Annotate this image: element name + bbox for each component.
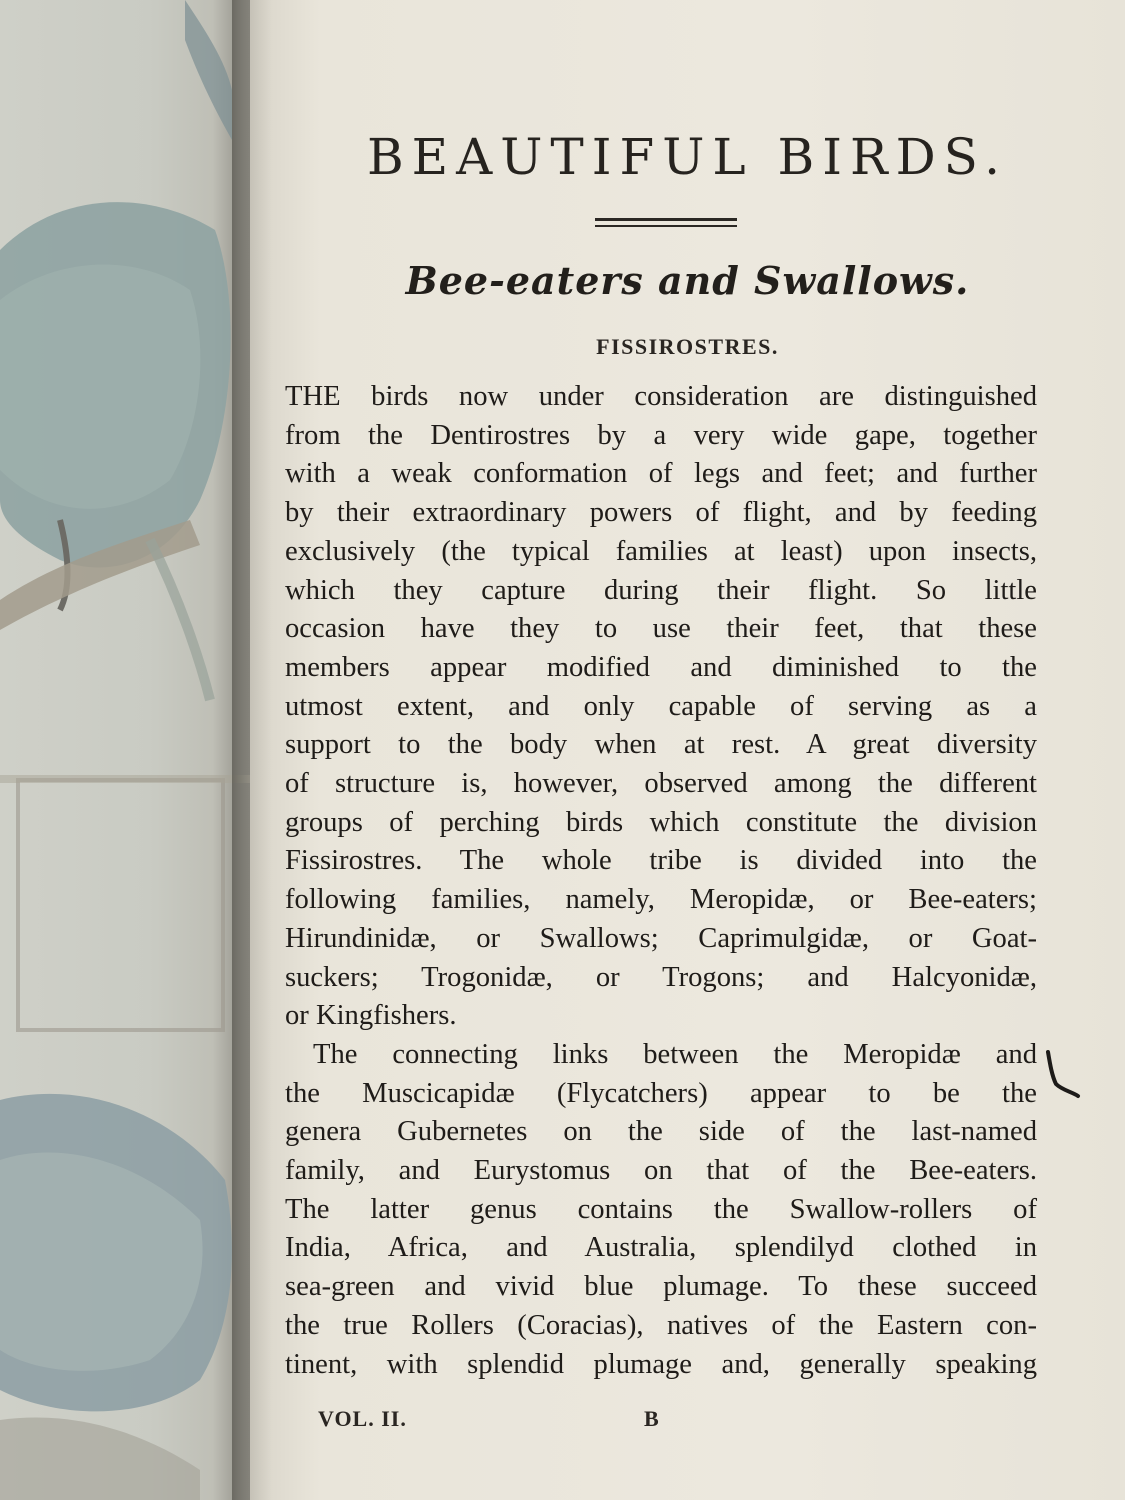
text-line: India, Africa, and Australia, splendilyd clothed in: [285, 1232, 1037, 1264]
text-line: Hirundinidæ, or Swallows; Caprimulgidæ, or Goat-: [285, 922, 1037, 954]
text-line: The connecting links between the Meropidæ and: [313, 1038, 1037, 1070]
text-line: with a weak conformation of legs and feet; and further: [285, 458, 1037, 490]
text-line: exclusively (the typical families at least) upon insects,: [285, 535, 1037, 567]
text-line: Fissirostres. The whole tribe is divided into the: [285, 845, 1037, 877]
paragraph-1: [285, 378, 1037, 1036]
text-line: groups of perching birds which constitute the division: [285, 806, 1037, 838]
bird-illustration-icon: [0, 0, 250, 1500]
paragraph-2: [285, 1036, 1037, 1384]
text-line: utmost extent, and only capable of serving as a: [285, 690, 1037, 722]
text-line: tinent, with splendid plumage and, generally speaking: [285, 1348, 1037, 1380]
text-line: THE birds now under consideration are distinguished: [285, 381, 1037, 412]
ornamental-rule: [595, 218, 737, 227]
text-line: which they capture during their flight. So little: [285, 574, 1037, 606]
facing-plate-illustration: [0, 0, 250, 1500]
text-line: family, and Eurystomus on that of the Bee-eaters.: [285, 1155, 1037, 1187]
signature-mark: B: [644, 1406, 660, 1431]
text-line: the Muscicapidæ (Flycatchers) appear to be the: [285, 1077, 1037, 1109]
text-line: by their extraordinary powers of flight, and by feeding: [285, 497, 1037, 529]
text-line: or Kingfishers.: [285, 1000, 457, 1032]
text-line: the true Rollers (Coracias), natives of the Eastern con-: [285, 1309, 1037, 1341]
text-line: support to the body when at rest. A great diversity: [285, 729, 1037, 761]
text-page: [250, 0, 1125, 1500]
text-line: occasion have they to use their feet, that these: [285, 613, 1037, 645]
section-title: Bee-eaters and Swallows.: [405, 258, 970, 303]
text-line: of structure is, however, observed among the different: [285, 768, 1037, 800]
text-line: following families, namely, Meropidæ, or Bee-eaters;: [285, 884, 1037, 916]
volume-footer: VOL. II.: [318, 1406, 407, 1431]
book-gutter: [232, 0, 272, 1500]
text-line: The latter genus contains the Swallow-rollers of: [285, 1193, 1037, 1225]
subsection-title: FISSIROSTRES.: [596, 334, 779, 359]
text-line: members appear modified and diminished to the: [285, 651, 1037, 683]
text-line: suckers; Trogonidæ, or Trogons; and Halcyonidæ,: [285, 961, 1037, 993]
text-line: from the Dentirostres by a very wide gape, together: [285, 419, 1037, 451]
running-title: BEAUTIFUL BIRDS.: [366, 128, 1009, 186]
body-text: [285, 378, 1037, 1384]
ink-mark-icon: [1042, 1050, 1082, 1100]
text-line: sea-green and vivid blue plumage. To these succeed: [285, 1271, 1037, 1303]
text-line: genera Gubernetes on the side of the last-named: [285, 1116, 1037, 1148]
